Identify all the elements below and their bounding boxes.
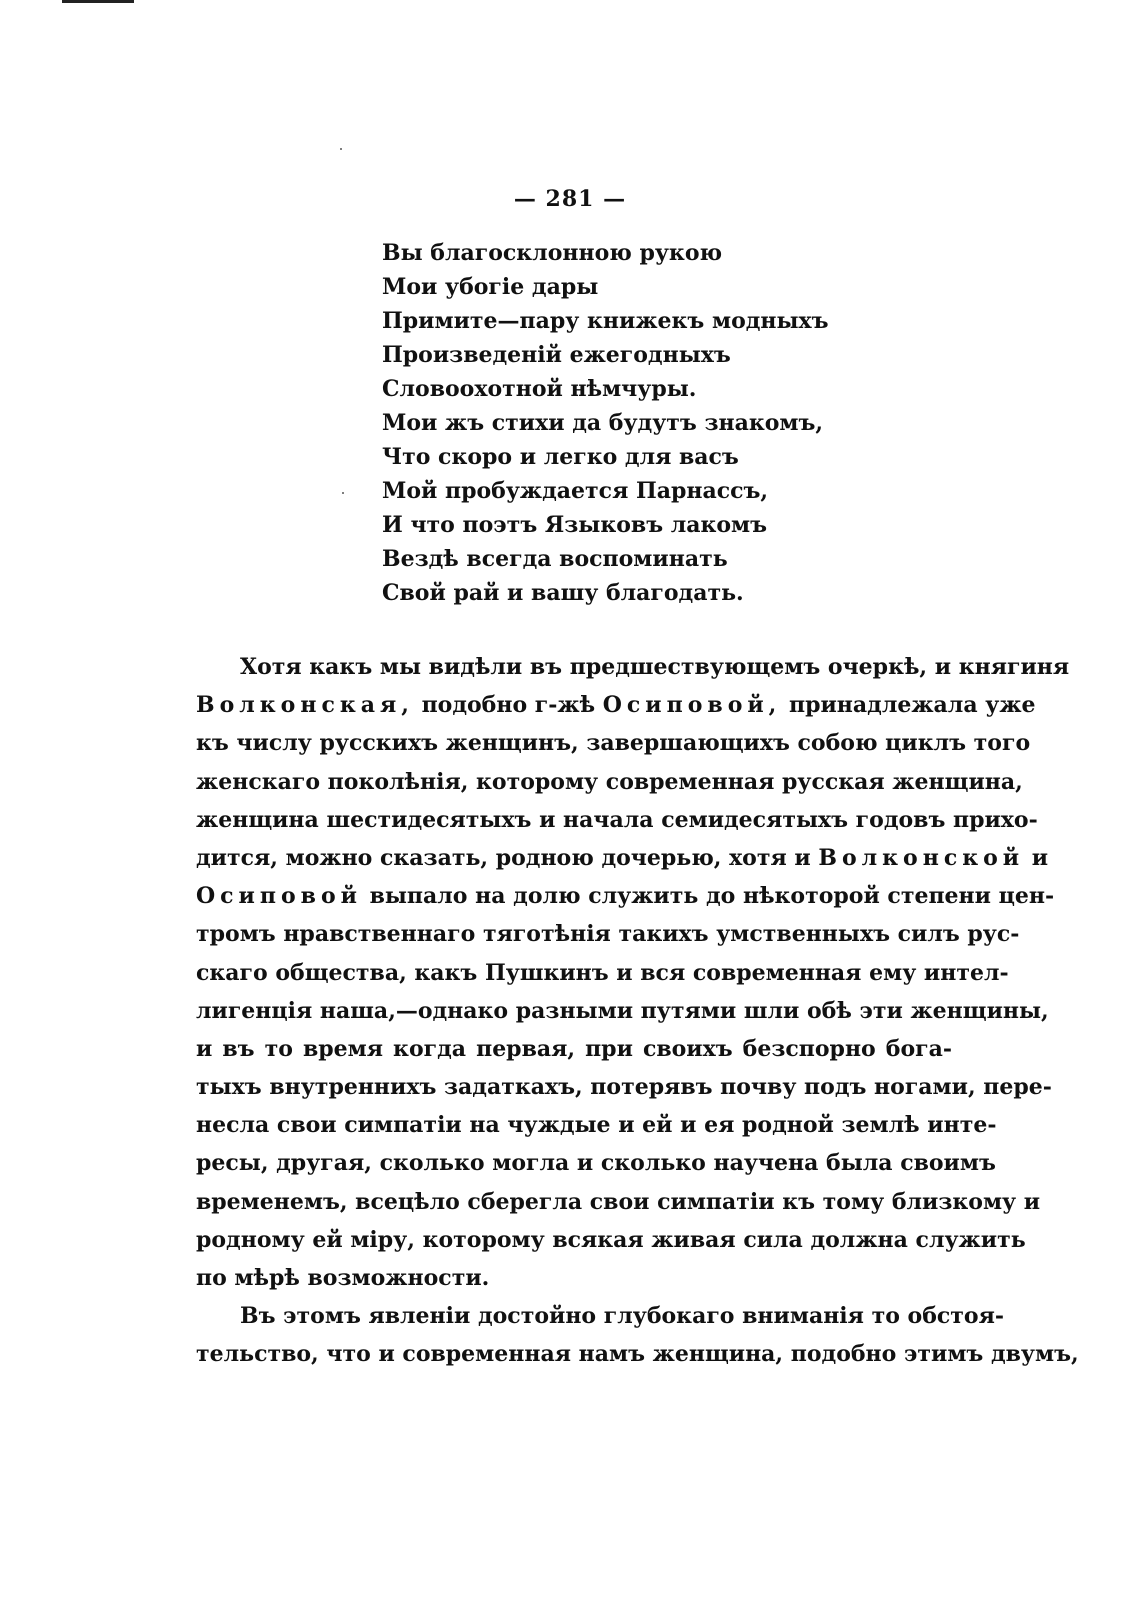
poem-stanza xyxy=(382,236,829,610)
text-line: по мѣрѣ возможности. xyxy=(196,1265,490,1291)
text-fragment: и xyxy=(1024,844,1049,871)
text-line: несла свои симпатіи на чуждые и ей и ея родной землѣ инте- xyxy=(196,1112,997,1139)
text-line: и въ то время когда первая, при своихъ безспорно бога- xyxy=(196,1035,952,1062)
text-line: Хотя какъ мы видѣли въ предшествующемъ очеркѣ, и княгиня xyxy=(240,654,1070,680)
poem-line: Словоохотной нѣмчуры. xyxy=(382,376,697,402)
text-fragment: дится, можно сказать, родною дочерью, хотя и xyxy=(196,844,819,871)
poem-line: Мои жъ стихи да будутъ знакомъ, xyxy=(382,410,824,436)
person-name: Волконской xyxy=(818,844,1025,871)
poem-line: Вездѣ всегда воспоминать xyxy=(382,546,728,572)
poem-line: Произведеній ежегодныхъ xyxy=(382,342,731,368)
scan-speck xyxy=(340,148,342,150)
page-number: — 281 — xyxy=(513,186,627,212)
poem-line: Примите—пару книжекъ модныхъ xyxy=(382,308,829,334)
text-line: женщина шестидесятыхъ и начала семидесятыхъ годовъ прихо- xyxy=(196,806,1038,833)
text-line: скаго общества, какъ Пушкинъ и вся современная ему интел- xyxy=(196,959,1009,986)
person-name: Осиповой, xyxy=(602,692,782,719)
text-line: тыхъ внутреннихъ задаткахъ, потерявъ почву подъ ногами, пере- xyxy=(196,1074,1052,1101)
text-line: тромъ нравственнаго тяготѣнія такихъ умственныхъ силъ рус- xyxy=(196,921,1020,948)
text-line: Въ этомъ явленіи достойно глубокаго вниманія то обстоя- xyxy=(240,1303,1004,1330)
text-line: ресы, другая, сколько могла и сколько научена была своимъ xyxy=(196,1150,996,1177)
text-line xyxy=(196,686,1036,724)
text-line xyxy=(196,839,1049,877)
text-line: родному ей міру, которому всякая живая сила должна служить xyxy=(196,1226,1026,1253)
text-fragment: принадлежала уже xyxy=(781,692,1036,719)
paragraph-2 xyxy=(196,1297,1079,1373)
poem-line: Мои убогіе дары xyxy=(382,274,599,300)
text-fragment: выпало на долю служить до нѣкоторой степени цен- xyxy=(361,883,1055,910)
scan-edge-mark xyxy=(62,0,162,3)
text-line: лигенція наша,—однако разными путями шли обѣ эти женщины, xyxy=(196,997,1049,1024)
text-fragment: подобно г-жѣ xyxy=(413,692,603,719)
text-line: женскаго поколѣнія, которому современная русская женщина, xyxy=(196,768,1023,795)
person-name: Волконская, xyxy=(196,692,414,719)
poem-line: Что скоро и легко для васъ xyxy=(382,444,739,470)
paragraph-1 xyxy=(196,648,1070,1297)
poem-line: Вы благосклонною рукою xyxy=(382,240,723,266)
poem-line: Свой рай и вашу благодать. xyxy=(382,580,744,606)
person-name: Осиповой xyxy=(196,883,362,910)
scan-speck xyxy=(342,492,344,494)
body-text xyxy=(196,648,1079,1374)
text-line xyxy=(196,877,1055,915)
poem-line: Мой пробуждается Парнассъ, xyxy=(382,478,769,504)
text-line: къ числу русскихъ женщинъ, завершающихъ собою циклъ того xyxy=(196,730,1031,757)
text-line: временемъ, всецѣло сберегла свои симпатіи къ тому близкому и xyxy=(196,1188,1041,1215)
poem-line: И что поэтъ Языковъ лакомъ xyxy=(382,512,768,538)
text-line: тельство, что и современная намъ женщина, подобно этимъ двумъ, xyxy=(196,1341,1079,1368)
